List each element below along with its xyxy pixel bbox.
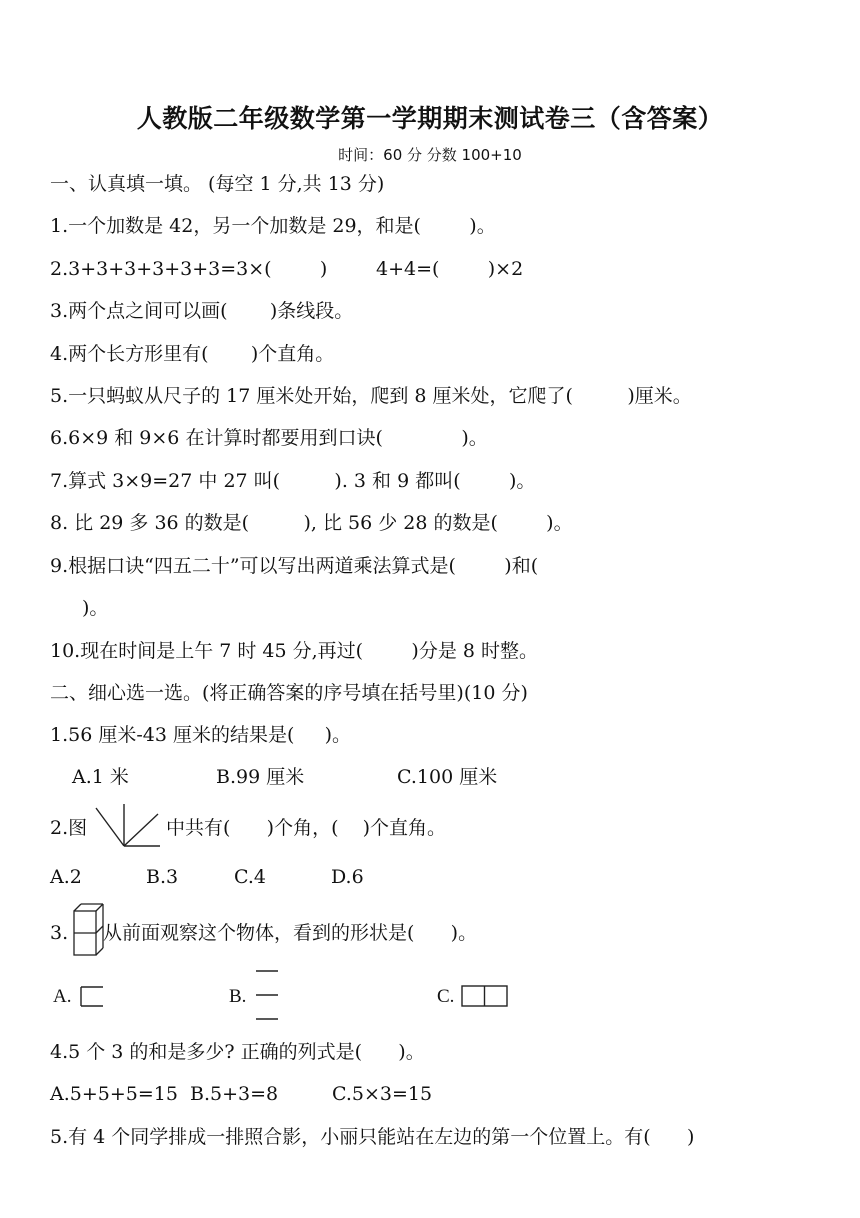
question-1-7: 7.算式 3×9=27 中 27 叫( ). 3 和 9 都叫( )。 — [50, 470, 536, 492]
question-1-1: 1.一个加数是 42，另一个加数是 29，和是( )。 — [50, 215, 496, 237]
question-1-3: 3.两个点之间可以画( )条线段。 — [50, 300, 354, 322]
option-2-4-b: B.5+3=8 — [190, 1083, 279, 1105]
exam-info: 时间：60 分 分数 100+10 — [338, 146, 522, 164]
question-1-2a: 2.3+3+3+3+3+3=3×( ) — [50, 258, 328, 280]
question-1-10: 10.现在时间是上午 7 时 45 分,再过( )分是 8 时整。 — [50, 640, 538, 662]
option-2-2-a: A.2 — [50, 866, 82, 888]
question-2-4: 4.5 个 3 的和是多少? 正确的列式是( )。 — [50, 1041, 425, 1063]
option-2-1-b: B.99 厘米 — [216, 766, 305, 788]
question-2-3: 从前面观察这个物体，看到的形状是( )。 — [103, 922, 478, 944]
question-2-3-prefix: 3. — [50, 922, 69, 944]
option-c-shape — [461, 985, 509, 1009]
question-2-2-prefix: 2.图 — [50, 817, 88, 839]
option-2-3-a: A. — [53, 986, 72, 1007]
stacked-cubes-figure — [72, 901, 106, 959]
section2-heading: 二、细心选一选。(将正确答案的序号填在括号里)(10 分) — [50, 682, 528, 704]
question-1-4: 4.两个长方形里有( )个直角。 — [50, 343, 335, 365]
section1-heading: 一、认真填一填。 (每空 1 分,共 13 分) — [50, 173, 385, 195]
option-a-shape — [79, 985, 105, 1009]
question-2-5: 5.有 4 个同学排成一排照合影，小丽只能站在左边的第一个位置上。有( ) — [50, 1126, 695, 1148]
option-2-3-c: C. — [437, 986, 455, 1007]
option-2-4-a: A.5+5+5=15 — [50, 1083, 178, 1105]
question-1-9: 9.根据口诀“四五二十”可以写出两道乘法算式是( )和( — [50, 555, 539, 577]
question-1-9-cont: )。 — [82, 597, 109, 619]
option-2-2-c: C.4 — [234, 866, 266, 888]
option-2-4-c: C.5×3=15 — [332, 1083, 433, 1105]
question-2-1: 1.56 厘米-43 厘米的结果是( )。 — [50, 724, 352, 746]
option-2-2-b: B.3 — [146, 866, 179, 888]
question-1-8: 8. 比 29 多 36 的数是( ), 比 56 少 28 的数是( )。 — [50, 512, 573, 534]
question-1-6: 6.6×9 和 9×6 在计算时都要用到口诀( )。 — [50, 427, 488, 449]
option-2-3-b: B. — [229, 986, 247, 1007]
angle-figure — [94, 802, 162, 850]
option-2-1-c: C.100 厘米 — [397, 766, 498, 788]
question-1-5: 5.一只蚂蚁从尺子的 17 厘米处开始，爬到 8 厘米处，它爬了( )厘米。 — [50, 385, 692, 407]
question-2-2: 中共有( )个角，( )个直角。 — [166, 817, 447, 839]
option-2-1-a: A.1 米 — [72, 766, 129, 788]
option-b-shape — [254, 967, 280, 1023]
page-title: 人教版二年级数学第一学期期末测试卷三（含答案） — [136, 104, 724, 133]
option-2-2-d: D.6 — [331, 866, 364, 888]
question-1-2b: 4+4=( )×2 — [376, 258, 524, 280]
